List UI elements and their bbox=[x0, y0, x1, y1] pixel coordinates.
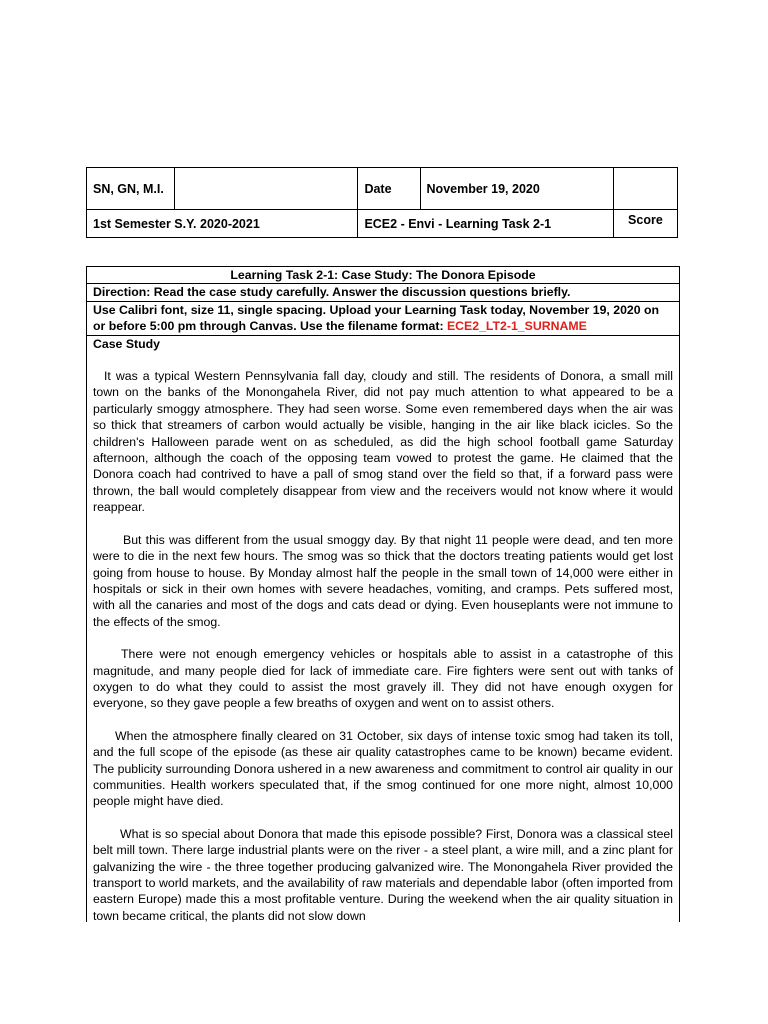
paragraph: But this was different from the usual smoggy day. By that night 11 people were dead, and ten more were to die in the next few hours. The smog was so thick that the doctors treating patients would get lost going from house to house. By Monday almost half the people in the small town of 14,000 were either in hospitals or sick in their own homes with severe headaches, vomiting, and cramps. Pets suffered most, with all the canaries and most of the dogs and cats dead or dying. Even houseplants were not immune to the effects of the smog. bbox=[93, 532, 673, 629]
filename-format: ECE2_LT2-1_SURNAME bbox=[446, 319, 587, 334]
paragraph: It was a typical Western Pennsylvania fall day, cloudy and still. The residents of Donora, a small mill town on the banks of the Monongahela River, did not pay much attention to what appeared to be a particularly smoggy atmosphere. They had seen worse. Some even remembered days when the air was so thick that streamers of carbon would actually be visible, hanging in the air like black icicles. So the children's Halloween parade went on as scheduled, as did the high school football game Saturday afternoon, although the coach of the opposing team vowed to protest the game. He claimed that the Donora coach had contrived to have a pall of smog stand over the field so that, if a forward pass were thrown, the ball would completely disappear from view and the receivers would not know where it would reappear. bbox=[93, 369, 673, 515]
case-study-box bbox=[86, 266, 680, 922]
header-row-2 bbox=[87, 210, 678, 238]
course-task-label: ECE2 - Envi - Learning Task 2-1 bbox=[358, 210, 613, 238]
header-row-1 bbox=[87, 168, 678, 210]
instructions-text: Use Calibri font, size 11, single spacing. Upload your Learning Task today, November 19, 2020 on or before 5:00 pm through Canvas. Use the filename format: bbox=[93, 302, 660, 334]
name-field[interactable] bbox=[175, 168, 358, 210]
case-study-label: Case Study bbox=[93, 336, 160, 351]
paragraph: When the atmosphere finally cleared on 31 October, six days of intense toxic smog had taken its toll, and the full scope of the episode (as these air quality catastrophes came to be known) became evident. The publicity surrounding Donora ushered in a new awareness and commitment to control air quality in our communities. Health workers speculated that, if the smog continued for one more night, almost 10,000 people might have died. bbox=[93, 728, 673, 809]
score-label: Score bbox=[613, 210, 677, 238]
name-label: SN, GN, M.I. bbox=[87, 168, 175, 210]
date-value: November 19, 2020 bbox=[420, 168, 613, 210]
paragraph: What is so special about Donora that made this episode possible? First, Donora was a classical steel belt mill town. There large industrial plants were on the river - a steel plant, a wire mill, and a zinc plant for galvanizing the wire - the three together producing galvanized wire. The Monongahela River provided the transport to world markets, and the availability of raw materials and dependable labor (often imported from eastern Europe) made this a most profitable venture. During the weekend when the air quality situation in town became critical, the plants did not slow down bbox=[93, 826, 673, 922]
paragraph: There were not enough emergency vehicles or hospitals able to assist in a catastrophe of this magnitude, and many people died for lack of immediate care. Fire fighters were sent out with tanks of oxygen to do what they could to assist the most gravely ill. They did not have enough oxygen for everyone, so they gave people a few breaths of oxygen and went on to assist others. bbox=[93, 647, 673, 711]
task-direction: Direction: Read the case study carefully. Answer the discussion questions briefly. bbox=[87, 284, 679, 301]
header-table bbox=[86, 167, 678, 238]
date-label: Date bbox=[358, 168, 420, 210]
score-field[interactable] bbox=[613, 168, 677, 210]
task-instructions bbox=[87, 302, 679, 336]
case-study-body bbox=[87, 336, 679, 922]
task-title: Learning Task 2-1: Case Study: The Donora Episode bbox=[87, 267, 679, 284]
semester-label: 1st Semester S.Y. 2020-2021 bbox=[87, 210, 358, 238]
